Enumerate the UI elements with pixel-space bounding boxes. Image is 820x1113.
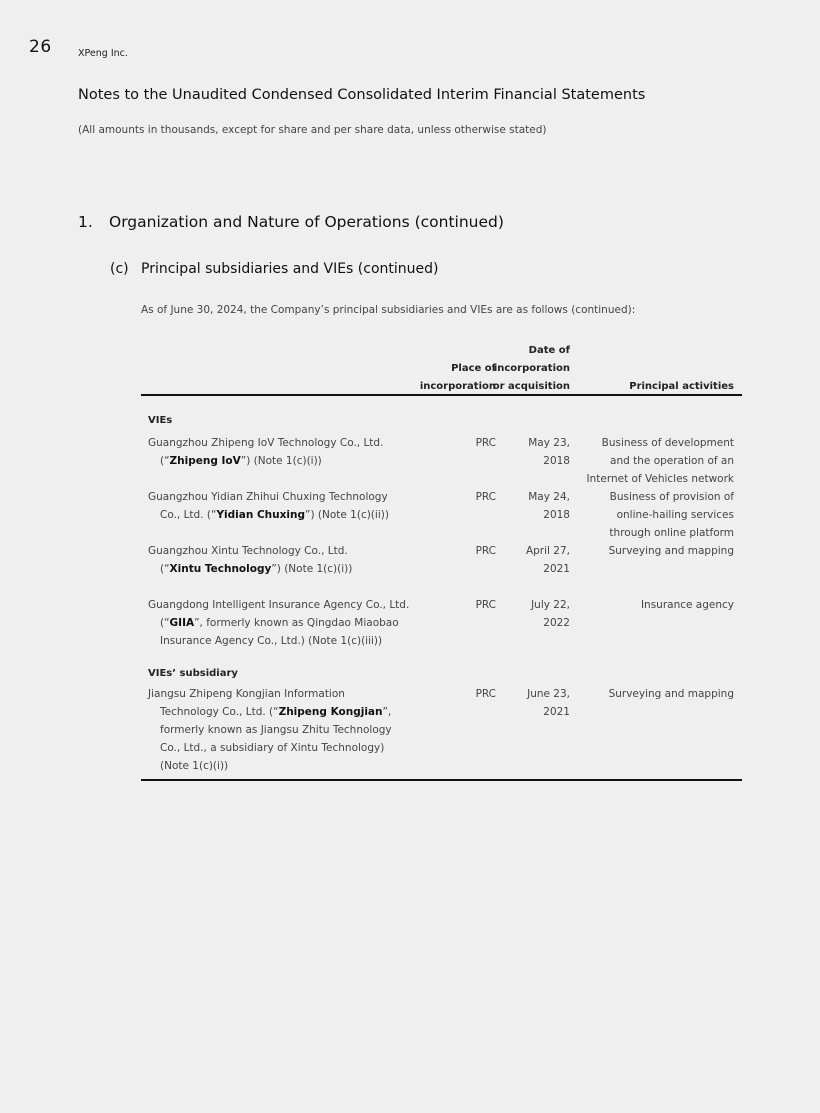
date-cell: June 23, 2021: [527, 688, 570, 718]
company-name: XPeng Inc.: [78, 48, 128, 59]
activity-cell: Insurance agency: [640, 599, 734, 611]
entity-name: Guangdong Intelligent Insurance Agency Co., Ltd. (“GIIA”, formerly known as Qingdao Miaobao Insurance Agency Co., Ltd.) (Note 1(c)(iii)): [148, 599, 410, 647]
activity-cell: Business of development and the operation of an Internet of Vehicles network: [586, 437, 734, 485]
section-heading: [78, 213, 504, 231]
table-top-rule: [141, 394, 742, 396]
subsection-heading: [110, 261, 438, 277]
entity-short-name: Zhipeng Kongjian: [278, 706, 383, 718]
header-activity: Principal activities: [629, 381, 734, 392]
date-cell: May 24, 2018: [528, 491, 570, 521]
activity-cell: Business of provision of online-hailing services through online platform: [609, 491, 734, 539]
entity-name: Guangzhou Yidian Zhihui Chuxing Technology Co., Ltd. (“Yidian Chuxing”) (Note 1(c)(ii)): [148, 491, 389, 521]
entity-short-name: Yidian Chuxing: [216, 509, 305, 521]
place-cell: PRC: [475, 688, 496, 700]
subsection-label: (c): [110, 261, 129, 277]
date-cell: May 23, 2018: [528, 437, 570, 467]
header-place: [420, 360, 496, 396]
intro-text: As of June 30, 2024, the Company’s principal subsidiaries and VIEs are as follows (continued):: [141, 304, 636, 316]
section-title: Organization and Nature of Operations (continued): [109, 213, 504, 231]
table-bottom-rule: [141, 779, 742, 781]
header-date-line: incorporation: [493, 363, 570, 374]
place-cell: PRC: [475, 545, 496, 557]
entity-short-name: Zhipeng IoV: [169, 455, 241, 467]
header-date: [493, 342, 570, 396]
group-label-vies-subsidiary: VIEs’ subsidiary: [148, 668, 238, 679]
activity-cell: Surveying and mapping: [608, 688, 734, 700]
header-place-line: Place of: [451, 363, 496, 374]
section-number: 1.: [78, 213, 93, 231]
subsection-title: Principal subsidiaries and VIEs (continued): [141, 261, 439, 277]
header-date-line: Date of: [528, 345, 570, 356]
group-label-vies: VIEs: [148, 415, 173, 426]
date-cell: April 27, 2021: [525, 545, 570, 575]
entity-name: Jiangsu Zhipeng Kongjian Information Technology Co., Ltd. (“Zhipeng Kongjian”, formerly known as Jiangsu Zhitu Technology Co., Ltd., a subsidiary of Xintu Technology) (Note 1(c)(i)): [148, 688, 392, 772]
place-cell: PRC: [475, 491, 496, 503]
entity-short-name: GIIA: [169, 617, 195, 629]
date-cell: July 22, 2022: [531, 599, 570, 629]
header-place-line: incorporation: [419, 381, 496, 392]
entity-name: Guangzhou Xintu Technology Co., Ltd. (“Xintu Technology”) (Note 1(c)(i)): [148, 545, 353, 575]
page-number: 26: [29, 37, 52, 57]
page-subtitle: (All amounts in thousands, except for share and per share data, unless otherwise stated): [78, 124, 547, 136]
activity-cell: Surveying and mapping: [608, 545, 734, 557]
place-cell: PRC: [475, 599, 496, 611]
entity-short-name: Xintu Technology: [169, 563, 272, 575]
entity-name: Guangzhou Zhipeng IoV Technology Co., Ltd. (“Zhipeng IoV”) (Note 1(c)(i)): [148, 437, 384, 467]
header-date-line: or acquisition: [492, 381, 570, 392]
place-cell: PRC: [475, 437, 496, 449]
page-title: Notes to the Unaudited Condensed Consolidated Interim Financial Statements: [78, 87, 646, 103]
